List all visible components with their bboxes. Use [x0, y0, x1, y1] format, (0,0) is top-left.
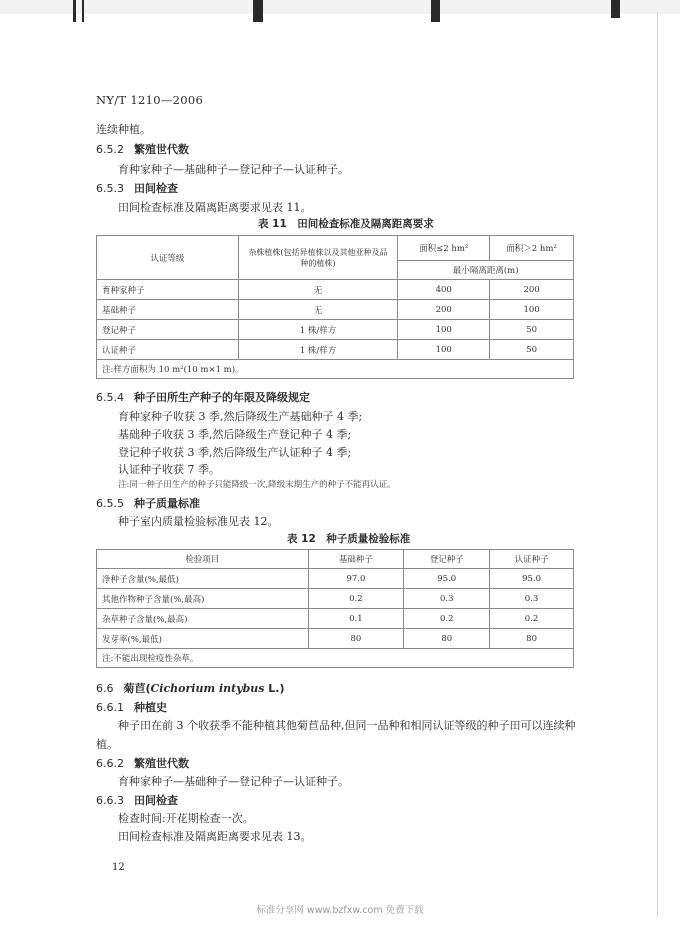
- table-row: 登记种子 1 株/样方 100 50: [97, 320, 574, 340]
- section-heading-6-5-4: 6.5.4 种子田所生产种子的年限及降级规定: [96, 391, 310, 404]
- section-heading-6-5-3: 6.5.3 田间检查: [96, 182, 178, 195]
- section-heading-6-6-3: 6.6.3 田间检查: [96, 794, 178, 807]
- header-cell: 认证等级: [97, 236, 239, 280]
- scan-mark: [611, 0, 620, 18]
- scan-mark: [73, 0, 76, 22]
- section-heading-6-6: 6.6 菊苣(Cichorium intybus L.): [96, 682, 285, 695]
- table-row: 其他作物种子含量(%,最高) 0.2 0.3 0.3: [97, 589, 574, 609]
- paragraph: 田间检查标准及隔离距离要求见表 13。: [118, 830, 312, 843]
- header-cell: 面积＞2 hm²: [490, 236, 574, 261]
- paragraph: 田间检查标准及隔离距离要求见表 11。: [118, 201, 312, 214]
- header-cell: 面积≤2 hm²: [398, 236, 490, 261]
- header-cell: 最小隔离距离(m): [398, 261, 574, 280]
- header-cell: 杂株植株(包括异植株以及其他亚种及品种的植株): [238, 236, 398, 280]
- list-item: 登记种子收获 3 季,然后降级生产认证种子 4 季;: [118, 446, 352, 459]
- table-note: 注:样方面积为 10 m²(10 m×1 m)。: [97, 360, 574, 379]
- section-heading-6-6-2: 6.6.2 繁殖世代数: [96, 757, 189, 770]
- scan-mark: [431, 0, 440, 22]
- section-heading-6-6-1: 6.6.1 种植史: [96, 701, 167, 714]
- table-note: 注:不能出现检疫性杂草。: [97, 649, 574, 668]
- paragraph: 种子田在前 3 个收获季不能种植其他菊苣品种,但同一品种和相同认证等级的种子田可以连续种: [118, 719, 576, 732]
- paragraph: 检查时间:开花期检查一次。: [118, 812, 254, 825]
- list-item: 认证种子收获 7 季。: [118, 463, 220, 476]
- table-row: 育种家种子 无 400 200: [97, 280, 574, 300]
- paragraph: 种子室内质量检验标准见表 12。: [118, 515, 279, 528]
- scan-mark: [82, 0, 84, 22]
- table-11-caption: 表 11 田间检查标准及隔离距离要求: [258, 218, 434, 230]
- table-row: 杂草种子含量(%,最高) 0.1 0.2 0.2: [97, 609, 574, 629]
- list-item: 育种家种子收获 3 季,然后降级生产基础种子 4 季;: [118, 410, 363, 423]
- table-11: [96, 235, 574, 379]
- paragraph: 连续种植。: [96, 123, 151, 136]
- page-edge: [657, 12, 658, 917]
- table-row: 发芽率(%,最低) 80 80 80: [97, 629, 574, 649]
- list-item: 基础种子收获 3 季,然后降级生产登记种子 4 季;: [118, 428, 352, 441]
- scan-top-band: [0, 0, 680, 14]
- paragraph: 育种家种子—基础种子—登记种子—认证种子。: [118, 775, 349, 788]
- standard-header: NY/T 1210—2006: [96, 93, 204, 107]
- table-header-row: 检验项目 基础种子 登记种子 认证种子: [97, 550, 574, 569]
- paragraph: 植。: [96, 738, 118, 751]
- table-row: 净种子含量(%,最低) 97.0 95.0 95.0: [97, 569, 574, 589]
- scan-mark: [253, 0, 263, 22]
- section-heading-6-5-2: 6.5.2 繁殖世代数: [96, 143, 189, 156]
- table-row: 基础种子 无 200 100: [97, 300, 574, 320]
- table-12-caption: 表 12 种子质量检验标准: [287, 533, 411, 545]
- table-12: [96, 549, 574, 668]
- section-heading-6-5-5: 6.5.5 种子质量标准: [96, 497, 200, 510]
- page-number: 12: [112, 862, 125, 873]
- note: 注:同一种子田生产的种子只能降级一次,降级末期生产的种子不能再认证。: [118, 480, 396, 490]
- footer-watermark: 标准分享网 www.bzfxw.com 免费下载: [256, 905, 424, 916]
- paragraph: 育种家种子—基础种子—登记种子—认证种子。: [118, 163, 349, 176]
- table-row: 认证种子 1 株/样方 100 50: [97, 340, 574, 360]
